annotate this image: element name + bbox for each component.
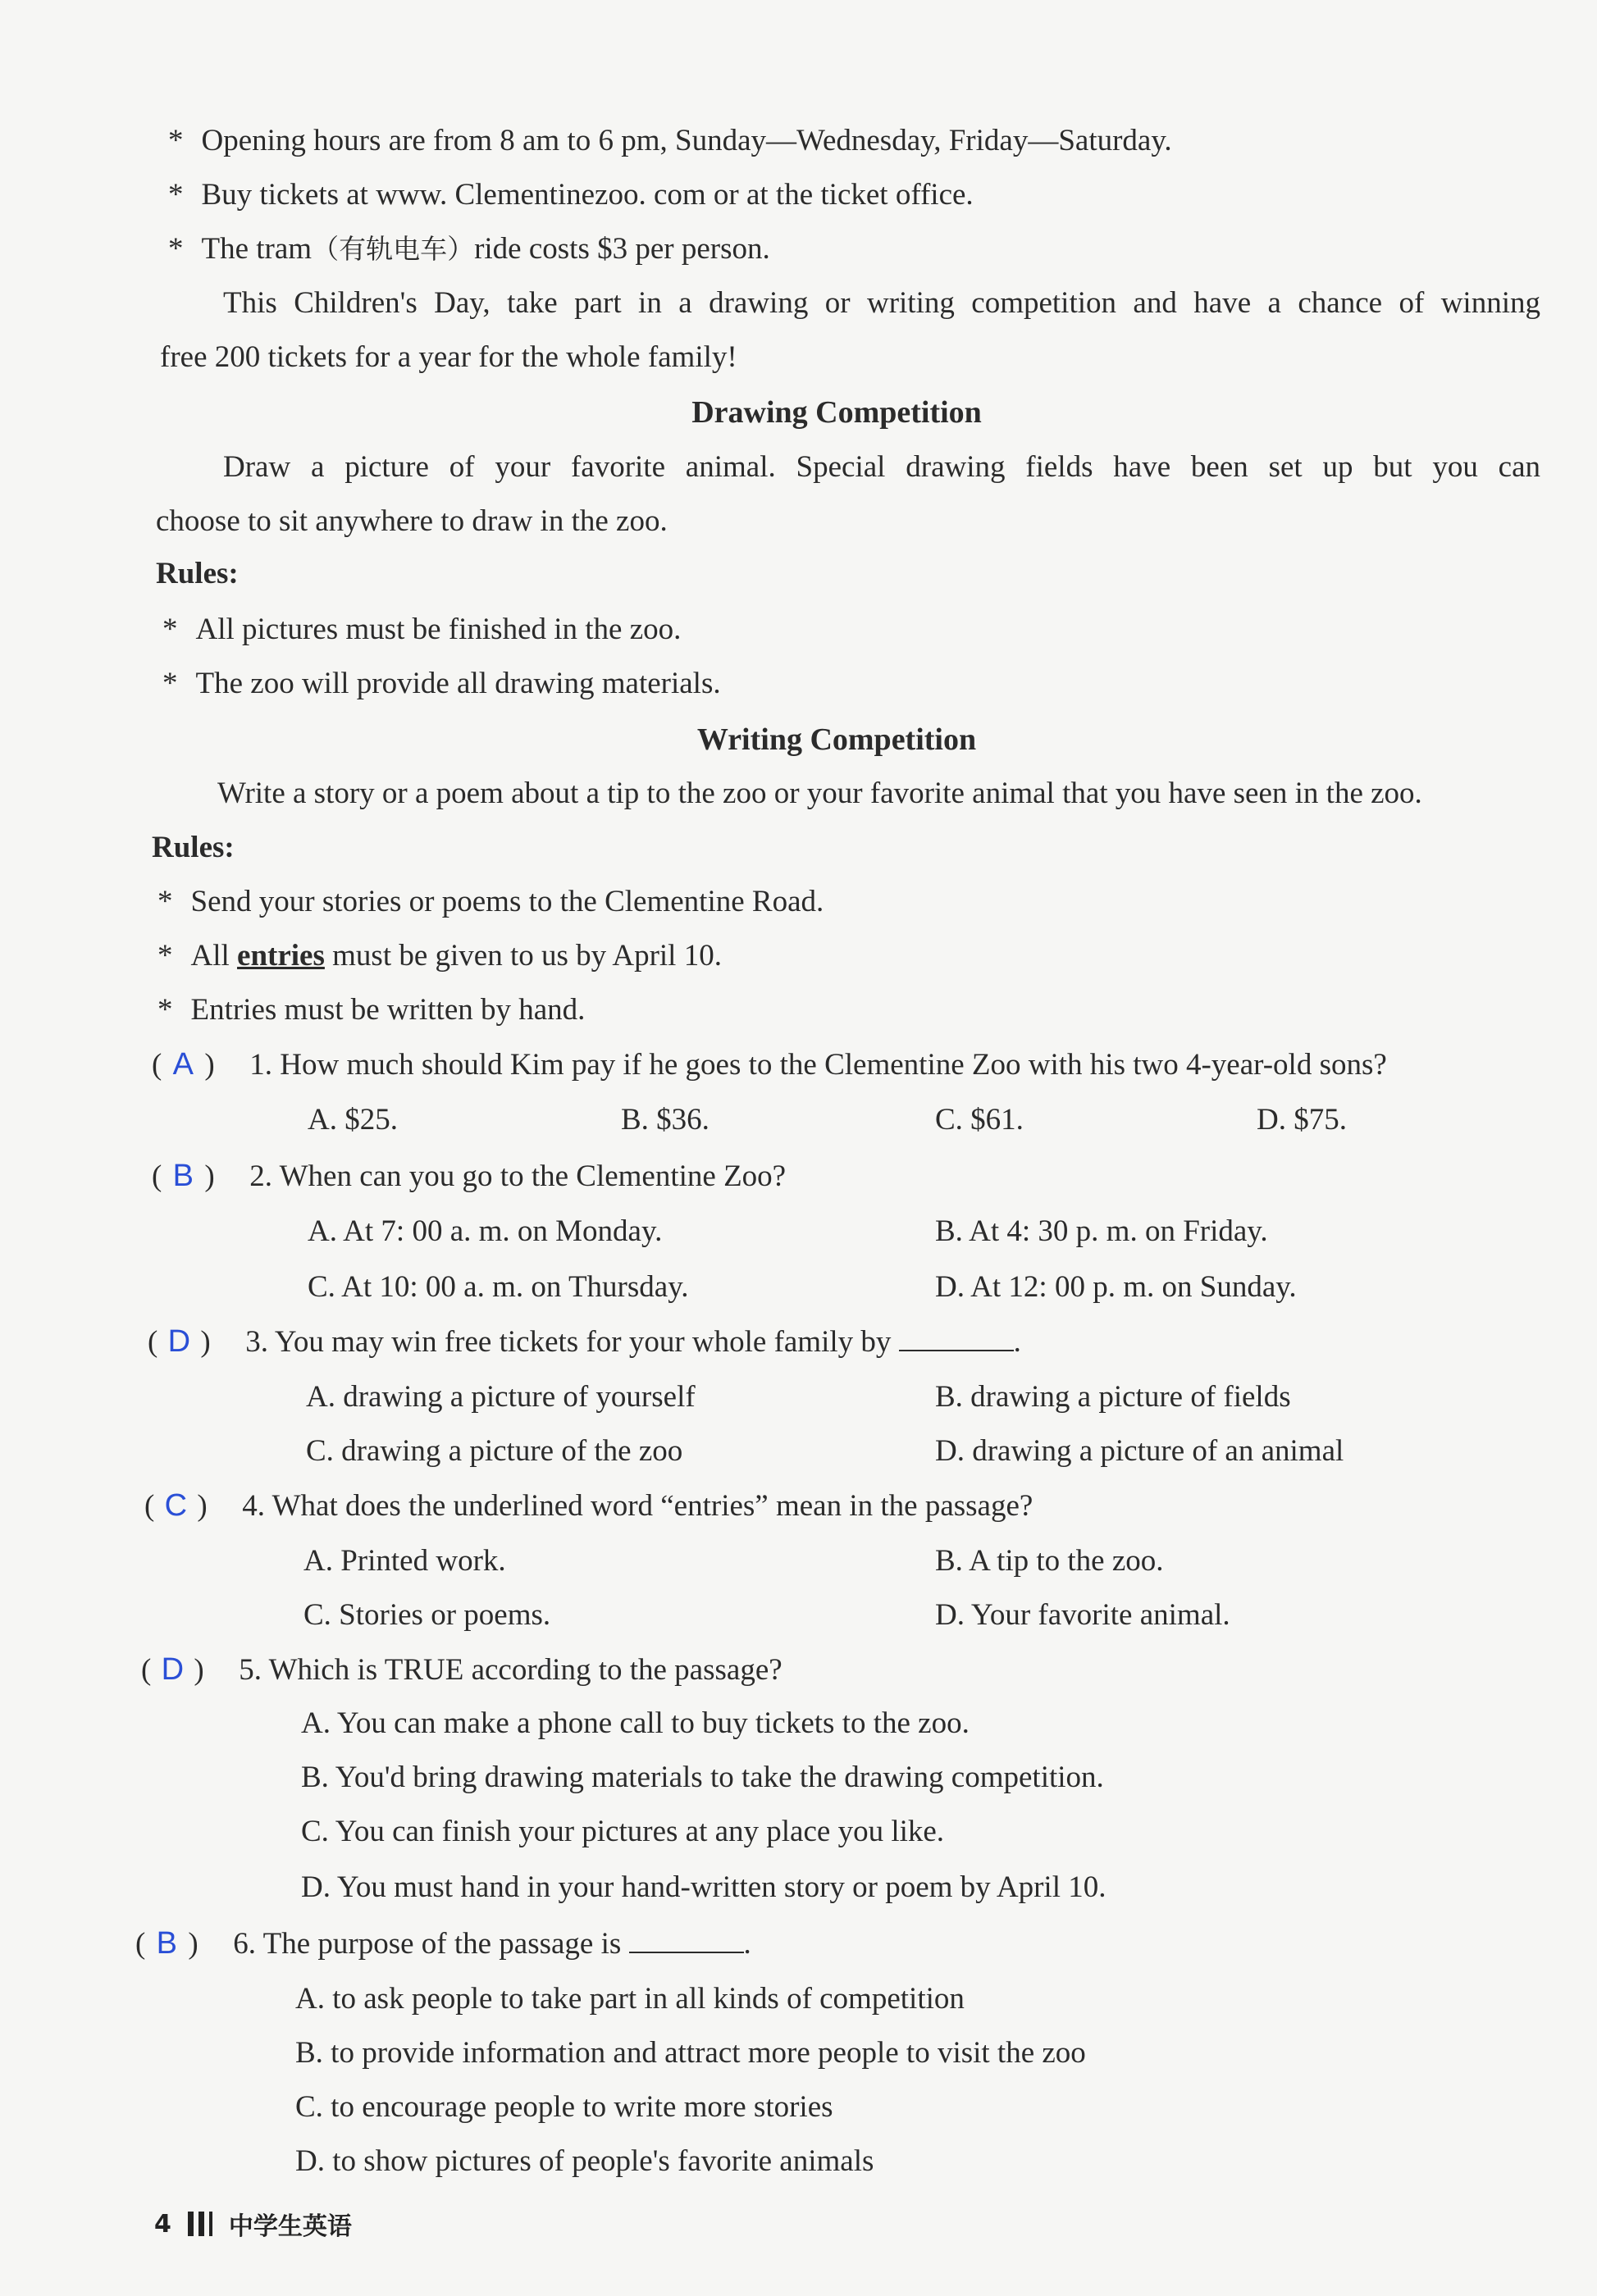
q6-option-a: A. to ask people to take part in all kinds of competition (295, 1982, 965, 2016)
info-bullet-tram: * The tram（有轨电车）ride costs $3 per person. (168, 232, 770, 266)
answer-blank (629, 1927, 744, 1953)
answer-1: A (172, 1047, 194, 1082)
q2-option-a: A. At 7: 00 a. m. on Monday. (308, 1214, 663, 1248)
drawing-rule-1: * All pictures must be finished in the zoo. (162, 613, 682, 646)
q3-option-a: A. drawing a picture of yourself (306, 1380, 696, 1414)
q5-option-c: C. You can finish your pictures at any place you like. (301, 1815, 945, 1848)
q4-option-b: B. A tip to the zoo. (935, 1544, 1164, 1578)
drawing-line-2: choose to sit anywhere to draw in the zoo. (156, 504, 668, 538)
question-2: ( B ) 2. When can you go to the Clementine Zoo? (152, 1159, 787, 1193)
writing-line-1: Write a story or a poem about a tip to the zoo or your favorite animal that you have seen in the zoo. (217, 777, 1422, 810)
question-4: ( C ) 4. What does the underlined word “entries” mean in the passage? (144, 1488, 1033, 1523)
q4-option-a: A. Printed work. (303, 1544, 506, 1578)
q6-option-b: B. to provide information and attract more people to visit the zoo (295, 2036, 1086, 2070)
question-6: ( B ) 6. The purpose of the passage is . (135, 1926, 751, 1961)
answer-3: D (167, 1324, 191, 1359)
q1-option-d: D. $75. (1257, 1103, 1347, 1137)
q4-option-c: C. Stories or poems. (303, 1598, 551, 1632)
q2-option-d: D. At 12: 00 p. m. on Sunday. (935, 1270, 1297, 1304)
q5-option-b: B. You'd bring drawing materials to take the drawing competition. (301, 1761, 1104, 1794)
drawing-line-1: Draw a picture of your favorite animal. Special drawing fields have been set up but you can (223, 450, 1540, 484)
q1-option-c: C. $61. (935, 1103, 1024, 1137)
answer-5: D (161, 1652, 185, 1687)
intro-line-2: free 200 tickets for a year for the whole family! (160, 340, 737, 374)
q3-option-b: B. drawing a picture of fields (935, 1380, 1291, 1414)
underlined-word-entries: entries (237, 939, 325, 973)
question-5: ( D ) 5. Which is TRUE according to the passage? (141, 1652, 783, 1687)
q6-option-c: C. to encourage people to write more stories (295, 2090, 833, 2124)
footer-title: 中学生英语 (228, 2212, 352, 2241)
writing-rules-label: Rules: (152, 831, 235, 864)
q4-option-d: D. Your favorite animal. (935, 1598, 1230, 1632)
answer-6: B (156, 1926, 177, 1961)
q2-option-c: C. At 10: 00 a. m. on Thursday. (308, 1270, 689, 1304)
info-bullet-tickets: * Buy tickets at www. Clementinezoo. com or at the ticket office. (168, 178, 974, 212)
answer-4: C (164, 1488, 188, 1523)
drawing-rule-2: * The zoo will provide all drawing materials. (162, 667, 721, 700)
answer-2: B (172, 1159, 194, 1193)
page-number: 4 (154, 2209, 171, 2239)
writing-rule-1: * Send your stories or poems to the Clementine Road. (157, 885, 824, 918)
writing-rule-2: * All entries must be given to us by April 10. (157, 939, 722, 973)
answer-blank (899, 1325, 1014, 1351)
drawing-rules-label: Rules: (156, 557, 239, 590)
bars-icon (188, 2212, 212, 2236)
q1-option-a: A. $25. (308, 1103, 398, 1137)
q1-option-b: B. $36. (621, 1103, 710, 1137)
q6-option-d: D. to show pictures of people's favorite animals (295, 2144, 874, 2178)
writing-rule-3: * Entries must be written by hand. (157, 993, 586, 1027)
q5-option-d: D. You must hand in your hand-written story or poem by April 10. (301, 1870, 1106, 1904)
drawing-heading: Drawing Competition (691, 395, 982, 430)
page-footer (154, 2206, 352, 2242)
question-1: ( A ) 1. How much should Kim pay if he goes to the Clementine Zoo with his two 4-year-old sons? (152, 1047, 1387, 1082)
q3-option-c: C. drawing a picture of the zoo (306, 1434, 683, 1468)
info-bullet-hours: * Opening hours are from 8 am to 6 pm, Sunday—Wednesday, Friday—Saturday. (168, 124, 1172, 157)
writing-heading: Writing Competition (696, 722, 977, 757)
q3-option-d: D. drawing a picture of an animal (935, 1434, 1344, 1468)
q2-option-b: B. At 4: 30 p. m. on Friday. (935, 1214, 1268, 1248)
question-3: ( D ) 3. You may win free tickets for your whole family by . (148, 1324, 1021, 1359)
intro-line-1: This Children's Day, take part in a drawing or writing competition and have a chance of winning (223, 286, 1540, 320)
q5-option-a: A. You can make a phone call to buy tickets to the zoo. (301, 1706, 970, 1740)
